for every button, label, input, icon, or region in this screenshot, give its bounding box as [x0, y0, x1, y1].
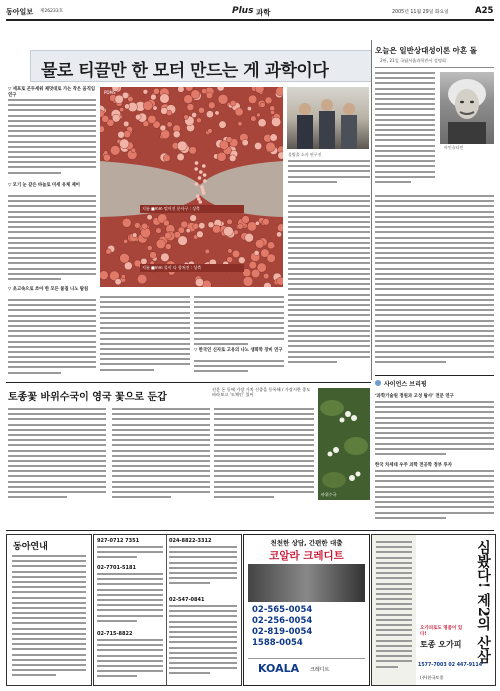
- droplet: [181, 221, 188, 228]
- loan-phone-2: 02-256-0054: [252, 616, 313, 626]
- ads-rule: [6, 530, 494, 531]
- science-brief-header: [375, 379, 494, 389]
- ginseng-vertical-title: 심봤다! 제2의 산삼: [475, 540, 491, 664]
- droplet: [251, 116, 257, 122]
- droplet: [115, 279, 121, 285]
- people-illustration: [287, 87, 369, 149]
- droplet: [219, 121, 226, 128]
- ginseng-product: 토종 오가피: [420, 640, 462, 649]
- droplet: [163, 155, 170, 162]
- droplet: [177, 141, 187, 151]
- lead-text-1: [8, 99, 96, 179]
- droplet: [217, 152, 226, 161]
- photo-caption-text: [288, 160, 370, 190]
- droplet: [238, 122, 242, 126]
- droplet: [206, 92, 213, 99]
- droplet: [187, 104, 194, 111]
- loan-ad: [243, 534, 370, 686]
- masthead: [6, 7, 494, 17]
- droplet: [255, 239, 264, 248]
- lead-text-6: [194, 296, 284, 346]
- classified-lines-a: [97, 546, 163, 564]
- paper-name: 동아일보: [6, 7, 34, 16]
- droplet: [215, 111, 219, 115]
- droplet: [131, 148, 136, 153]
- issue-number: 제26233호: [40, 9, 64, 14]
- column-text-1: [375, 72, 435, 192]
- droplet: [267, 242, 274, 249]
- droplet: [263, 218, 270, 225]
- droplet: [198, 107, 204, 113]
- droplet: [143, 101, 152, 110]
- classified-phone-2: 02-7701-5181: [97, 565, 136, 571]
- droplet: [238, 224, 244, 230]
- droplet: [103, 154, 110, 161]
- droplet: [134, 223, 140, 229]
- droplet: [256, 113, 260, 117]
- lead-headline: 물로 티끌만 한 모터 만드는 게 과학이다: [41, 61, 329, 81]
- researchers-caption: 물방울 소자 연구진: [288, 152, 322, 157]
- droplet: [132, 233, 137, 238]
- loan-logo-text: KOALA: [258, 662, 300, 675]
- droplet: [100, 271, 108, 280]
- droplet: [224, 226, 234, 236]
- droplet: [254, 250, 259, 255]
- loan-ad-photo: [248, 564, 365, 602]
- flower-text-1: [8, 408, 106, 503]
- droplet: [247, 106, 251, 110]
- droplet: [178, 87, 185, 92]
- droplet: [100, 126, 105, 133]
- column-text-2: [375, 195, 494, 370]
- channel-droplet: [202, 164, 206, 168]
- droplet: [115, 95, 124, 104]
- column-divider: [371, 40, 372, 380]
- classified-title: 동아연내: [13, 542, 48, 552]
- droplet: [104, 151, 108, 155]
- channel-droplet: [199, 170, 203, 174]
- droplet: [195, 278, 203, 286]
- lead-text-5: [100, 296, 190, 376]
- lead-text-7: [194, 360, 284, 378]
- lead-subhead-2: ▽ 모기 눈 같은 바늘로 미세 유체 제어: [8, 183, 80, 188]
- droplet: [137, 274, 147, 284]
- loan-phone-4: 1588-0054: [252, 638, 303, 648]
- masthead-rule: [6, 19, 494, 21]
- brief-text-1: [375, 401, 494, 456]
- droplet: [228, 249, 233, 254]
- researchers-photo: [287, 87, 369, 149]
- classified-lines: [12, 555, 86, 680]
- droplet: [218, 94, 228, 104]
- portrait-illustration: [440, 72, 494, 144]
- droplet: [255, 221, 259, 225]
- brief-rule: [375, 375, 494, 376]
- loan-logo-sub: 크레디트: [310, 667, 330, 673]
- droplet: [165, 244, 171, 250]
- droplet: [251, 269, 260, 278]
- droplet: [197, 231, 204, 238]
- droplet: [153, 106, 157, 110]
- channel-droplet: [198, 176, 202, 180]
- droplet: [208, 222, 214, 228]
- droplet: [278, 152, 283, 159]
- droplet: [167, 122, 172, 127]
- droplet: [151, 94, 157, 100]
- droplet: [277, 277, 283, 285]
- droplet: [190, 215, 197, 222]
- lead-subhead-3: ▽ 초고속으로 쏘아 한 모든 물질 나노 탐침: [8, 287, 89, 292]
- droplet: [193, 223, 199, 229]
- flower-photo: [318, 388, 370, 500]
- droplet: [206, 111, 213, 118]
- droplet: [160, 125, 166, 131]
- column-rule: [375, 67, 494, 68]
- droplet: [249, 261, 257, 269]
- droplet-illustration: [100, 87, 283, 287]
- lead-text-3: [8, 299, 96, 377]
- loan-phone-list: [252, 605, 362, 649]
- ginseng-kicker: 오가피로도 명품이 있다!: [420, 626, 463, 637]
- classified-lines-c: [97, 639, 163, 683]
- flower-text-3: [214, 408, 314, 503]
- droplet: [270, 106, 275, 111]
- droplet: [208, 102, 215, 109]
- classified-phone-1: 927-0712 7351: [97, 538, 140, 544]
- microfluidic-figure: [100, 87, 283, 287]
- droplet: [135, 114, 141, 120]
- droplet: [266, 142, 276, 152]
- droplet: [227, 219, 233, 225]
- loan-ad-title: 코알라 크레디트: [269, 550, 344, 562]
- droplet: [245, 233, 254, 242]
- pdms-label: PDMS: [104, 90, 116, 95]
- droplet: [153, 88, 159, 94]
- droplet: [205, 249, 210, 254]
- droplet: [184, 95, 193, 104]
- droplet: [230, 100, 236, 106]
- flower-headline: 토종꽃 바위수국이 영국 꽃으로 둔갑: [8, 392, 167, 403]
- ginseng-company: (주)한국토종: [420, 675, 444, 680]
- droplet: [156, 239, 166, 249]
- droplet: [196, 118, 201, 123]
- ginseng-side-lines: [376, 541, 412, 681]
- hydrangea-illustration: [318, 388, 370, 500]
- droplet: [120, 107, 124, 111]
- droplet: [123, 121, 129, 127]
- science-brief-icon: [375, 380, 381, 386]
- droplet: [156, 228, 162, 234]
- science-brief-title: 사이언스 브리핑: [384, 381, 427, 388]
- lead-subhead-1: ▽ 세포로 곤두세워 제멋대로 가는 작은 움직임 연구: [8, 87, 95, 98]
- droplet: [238, 257, 245, 264]
- droplet: [254, 142, 261, 149]
- loan-phone-1: 02-565-0054: [252, 605, 313, 615]
- droplet: [258, 119, 266, 127]
- lead-subhead-4: ▽ 한국인 신자로 고유의 나노 생화학 장비 연구: [194, 348, 283, 353]
- classified-lines-b: [97, 573, 163, 628]
- droplet: [163, 220, 169, 226]
- droplet: [186, 228, 190, 232]
- loan-logo: [248, 658, 365, 681]
- droplet: [270, 134, 277, 141]
- figure-caption-top: 지름 ■mm 떨어진 분사구 : 상측: [140, 205, 244, 213]
- droplet: [189, 147, 197, 155]
- droplet: [265, 97, 272, 104]
- classified-lines-e: [169, 605, 237, 681]
- channel-droplet: [195, 182, 199, 186]
- droplet: [242, 216, 250, 224]
- droplet: [124, 239, 128, 243]
- droplet: [150, 252, 157, 259]
- brief-headline-2: 한국 차세대 우주 과학 전공학 정부 투자: [375, 463, 453, 468]
- droplet: [122, 92, 129, 99]
- lead-text-2: [8, 195, 96, 285]
- droplet: [229, 155, 236, 162]
- droplet: [161, 130, 170, 139]
- droplet: [125, 104, 130, 109]
- brief-text-2: [375, 470, 494, 524]
- column-kicker: 오늘은 일반상대성이론 아흔 돌: [375, 46, 478, 55]
- page-number: A25: [475, 6, 494, 16]
- classified-lines-d: [169, 546, 237, 594]
- classified-phone-4: 02-547-0841: [169, 597, 205, 603]
- droplet: [199, 223, 205, 229]
- droplet: [106, 249, 111, 254]
- loan-ad-kicker: 천천한 상담, 간편한 대출: [270, 539, 343, 547]
- flower-photo-caption: 바위수국: [321, 492, 337, 497]
- droplet: [147, 246, 152, 251]
- einstein-caption: 아인슈타인: [444, 145, 464, 150]
- einstein-photo: [440, 72, 494, 144]
- droplet: [161, 107, 168, 114]
- classified-phone-3: 024-8822-3312: [169, 538, 212, 544]
- droplet: [122, 218, 131, 227]
- droplet: [243, 277, 253, 287]
- section-name: 과학: [256, 8, 271, 17]
- channel-droplet: [203, 179, 207, 183]
- droplet: [119, 139, 129, 149]
- lead-text-4: [288, 195, 370, 375]
- droplet: [121, 275, 125, 279]
- droplet: [242, 139, 248, 145]
- droplet: [118, 131, 125, 138]
- figure-caption-bottom: 지름 ■mm 물이 다 합쳐진 : 상측: [140, 264, 244, 272]
- droplet: [120, 253, 130, 263]
- droplet: [271, 117, 280, 126]
- ginseng-ad: [371, 534, 496, 686]
- droplet: [142, 223, 148, 229]
- channel-droplet: [203, 173, 207, 177]
- flower-subhead: 선운 돈 등에 가장 가치 신종을 등록해 / 가장시한 종도 바라보고 ‘도체인’ 있어: [212, 387, 311, 398]
- classified-phone-5: 02-715-8822: [97, 631, 133, 637]
- section-plus: Plus: [232, 6, 254, 16]
- droplet: [208, 129, 213, 134]
- classified-divider: [166, 535, 167, 685]
- droplet: [260, 102, 265, 107]
- ginseng-phone: 1577-7003 02 447-9114: [418, 663, 483, 668]
- channel-droplet: [194, 167, 198, 171]
- channel-droplet: [199, 200, 203, 204]
- droplet: [160, 94, 170, 104]
- classified-grid: [93, 534, 242, 686]
- flower-text-2: [112, 408, 210, 503]
- droplet: [177, 153, 184, 160]
- droplet: [248, 95, 257, 104]
- loan-phone-3: 02-819-0054: [252, 627, 313, 637]
- column-byline: 2판, 21일 국립서울과학관서 설명회: [380, 58, 446, 63]
- droplet: [226, 137, 232, 143]
- flower-rule: [6, 382, 371, 383]
- droplet: [173, 131, 180, 138]
- droplet: [165, 232, 172, 239]
- droplet: [161, 253, 170, 262]
- droplet: [143, 89, 148, 94]
- droplet: [148, 115, 156, 123]
- droplet: [232, 250, 240, 258]
- brief-headline-1: ‘과학기술원 정원과 고성 탐사’ 전문 연구: [375, 394, 454, 399]
- issue-date: 2005년 11월 29일 화요일: [392, 10, 449, 15]
- channel-droplet: [195, 161, 199, 165]
- ginseng-side-panel: [372, 535, 416, 685]
- channel-droplet: [202, 191, 206, 195]
- droplet: [276, 232, 281, 237]
- lead-headline-box: [30, 50, 372, 82]
- droplet: [263, 273, 269, 279]
- droplet: [276, 87, 283, 96]
- droplet: [110, 145, 120, 155]
- droplet: [235, 108, 243, 116]
- droplet: [202, 89, 207, 94]
- droplet: [267, 254, 276, 263]
- classified-ad-box: [6, 534, 92, 686]
- droplet: [184, 115, 189, 120]
- droplet: [147, 215, 152, 220]
